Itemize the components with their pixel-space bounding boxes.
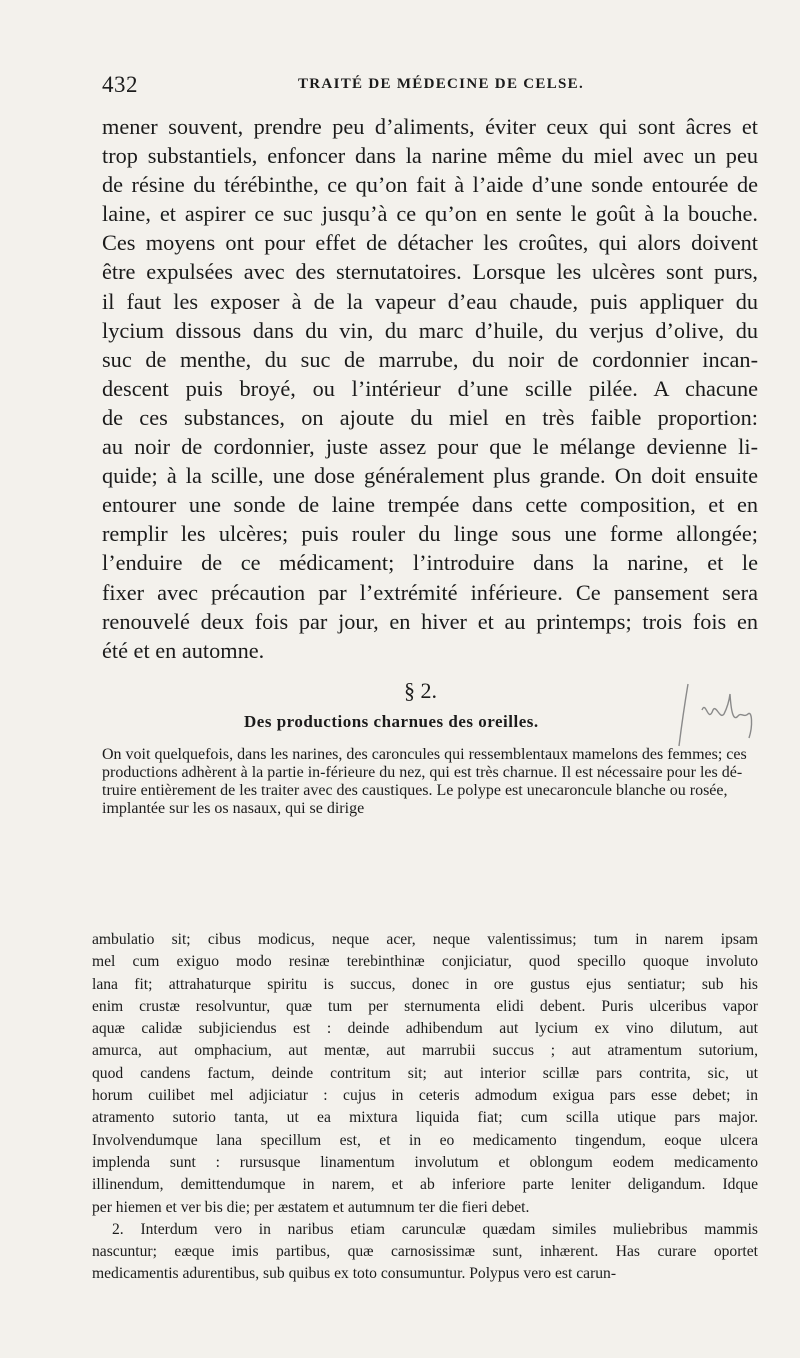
footnote-line: illinendum, demittendumque in narem, et ab inferiore parte leniter deligandum. Idque bbox=[92, 1176, 758, 1194]
main-text bbox=[102, 112, 758, 665]
footnote-line: ambulatio sit; cibus modicus, neque acer, neque valentissimus; tum in narem ipsam bbox=[92, 931, 758, 948]
text-line: remplir les ulcères; puis rouler du linge sous une forme allongée; bbox=[102, 521, 758, 547]
handwritten-annotation bbox=[636, 680, 766, 750]
text-line: de résine du térébinthe, ce qu’on fait à l’aide d’une sonde entourée de bbox=[102, 172, 758, 198]
text-line: aux mamelons des femmes; ces productions adhèrent à la partie in- bbox=[102, 746, 747, 781]
section-number: § 2. bbox=[404, 678, 437, 703]
text-line: férieure du nez, qui est très charnue. Il est nécessaire pour les dé- bbox=[325, 764, 743, 781]
footnote-line: enim crustæ resolvuntur, quæ tum per sternumenta elidi debent. Puris ulceribus vapor bbox=[92, 997, 758, 1015]
footnote-line: 2. Interdum vero in naribus etiam carunculæ quædam similes muliebribus mammis bbox=[112, 1220, 758, 1238]
footnote-line: atramento sutorio tanta, ut ea mixtura liquida fiat; cum scilla utique pars major. bbox=[92, 1109, 758, 1127]
footnote-line: quod candens factum, deinde contritum sit; aut interior scillæ pars contrita, sic, ut bbox=[92, 1064, 758, 1082]
text-line: caroncule blanche ou rosée, implantée sur les os nasaux, qui se dirige bbox=[102, 782, 728, 817]
page-header bbox=[102, 72, 762, 106]
footnote-line: Involvendumque lana specillum est, et in eo medicamento tingendum, eoque ulcera bbox=[92, 1131, 758, 1149]
latin-footnotes bbox=[92, 929, 758, 1286]
text-line: truire entièrement de les traiter avec des caustiques. Le polype est une bbox=[102, 782, 550, 799]
text-line: mener souvent, prendre peu d’aliments, éviter ceux qui sont âcres et bbox=[102, 114, 758, 139]
text-line: descent puis broyé, ou l’intérieur d’une scille pilée. A chacune bbox=[102, 375, 758, 401]
text-line: Ces moyens ont pour effet de détacher les croûtes, qui alors doivent bbox=[102, 230, 758, 256]
text-line: suc de menthe, du suc de marrube, du noir de cordonnier incan- bbox=[102, 346, 758, 372]
footnote-line: implenda sunt : rursusque linamentum involutum et oblongum eodem medicamento bbox=[92, 1153, 758, 1171]
text-line: l’enduire de ce médicament; l’introduire dans la narine, et le bbox=[102, 550, 758, 576]
text-line: lycium dissous dans du vin, du marc d’huile, du verjus d’olive, du bbox=[102, 317, 758, 343]
running-title: TRAITÉ DE MÉDECINE DE CELSE. bbox=[298, 76, 585, 92]
text-line: renouvelé deux fois par jour, en hiver et au printemps; trois fois en bbox=[102, 608, 758, 634]
text-line: laine, et aspirer ce suc jusqu’à ce qu’on en sente le goût à la bouche. bbox=[102, 201, 758, 227]
page-number: 432 bbox=[102, 72, 138, 97]
footnote-line: lana fit; attrahaturque spiritu is succus, donec in ore gustus ejus sentiatur; sub his bbox=[92, 975, 758, 993]
text-line: il faut les exposer à de la vapeur d’eau chaude, puis appliquer du bbox=[102, 288, 758, 314]
footnote-line: nascuntur; eæque imis partibus, quæ carnosissimæ sunt, inhærent. Has curare oportet bbox=[92, 1243, 758, 1261]
text-line: être expulsées avec des sternutatoires. Lorsque les ulcères sont purs, bbox=[102, 259, 758, 285]
footnote-line: amurca, aut omphacium, aut mentæ, aut marrubii succus ; aut atramentum sutorium, bbox=[92, 1042, 758, 1060]
text-line: On voit quelquefois, dans les narines, des caroncules qui ressemblent bbox=[102, 746, 545, 763]
text-line: quide; à la scille, une dose généralement plus grande. On doit ensuite bbox=[102, 463, 758, 489]
text-line: entourer une sonde de laine trempée dans cette composition, et en bbox=[102, 492, 758, 518]
section-text bbox=[102, 746, 758, 818]
footnote-line: medicamentis adurentibus, sub quibus ex toto consumuntur. Polypus vero est carun- bbox=[92, 1265, 617, 1283]
text-line: été et en automne. bbox=[102, 637, 265, 663]
section-title: Des productions charnues des oreilles. bbox=[244, 712, 539, 731]
text-line: au noir de cordonnier, juste assez pour que le mélange devienne li- bbox=[102, 434, 758, 460]
footnote-line: mel cum exiguo modo resinæ terebinthinæ conjiciatur, quod specillo quoque involuto bbox=[92, 953, 758, 971]
footnote-line: aquæ calidæ subjiciendus est : deinde adhibendum aut lycium ex vino dilutum, aut bbox=[92, 1020, 758, 1038]
text-line: de ces substances, on ajoute du miel en très faible proportion: bbox=[102, 404, 758, 430]
footnote-line: per hiemen et ver bis die; per æstatem et autumnum ter die fieri debet. bbox=[92, 1198, 530, 1216]
text-line: trop substantiels, enfoncer dans la narine même du miel avec un peu bbox=[102, 143, 758, 169]
footnote-line: horum cuilibet mel adjiciatur : cujus in ceteris admodum exigua pars esse debet; in bbox=[92, 1087, 758, 1105]
text-line: fixer avec précaution par l’extrémité inférieure. Ce pansement sera bbox=[102, 579, 758, 605]
